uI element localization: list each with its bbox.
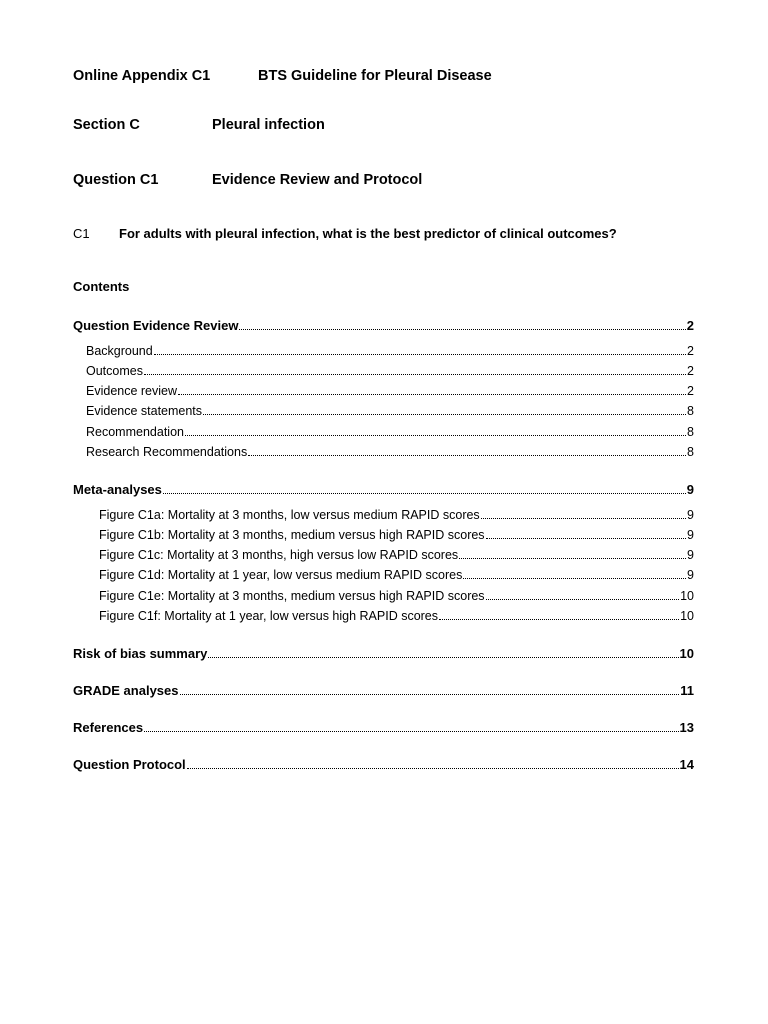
toc-entry-page: 2 [686,318,694,333]
toc-entry-page: 14 [679,757,694,772]
toc-entry[interactable] [86,445,694,459]
toc-entry[interactable] [86,364,694,378]
toc-entry-page: 9 [687,528,694,542]
toc-leader-dots [463,578,686,579]
question-label: Question C1 [73,172,159,188]
toc-leader-dots [203,414,686,415]
toc-entry[interactable] [86,425,694,439]
contents-title: Contents [73,279,130,294]
appendix-label: Online Appendix C1 [73,68,211,84]
toc-entry[interactable] [99,528,694,542]
toc-entry-page: 2 [687,344,694,358]
toc-leader-dots [248,455,686,456]
toc-leader-dots [439,619,679,620]
toc-entry[interactable] [86,404,694,418]
toc-entry[interactable] [99,508,694,522]
toc-leader-dots [239,329,685,330]
toc-entry-label: Background [86,344,153,358]
toc-entry-page: 8 [687,404,694,418]
toc-entry-page: 9 [687,568,694,582]
toc-entry-label: Evidence review [86,384,178,398]
toc-entry-page: 10 [680,609,694,623]
toc-entry-page: 10 [680,589,694,603]
toc-entry-label: Question Protocol [73,757,186,772]
toc-entry-label: References [73,720,144,735]
toc-entry-page: 10 [679,646,694,661]
toc-entry-label: Meta-analyses [73,482,162,497]
toc-leader-dots [144,374,686,375]
toc-entry-label: Figure C1c: Mortality at 3 months, high versus low RAPID scores [99,548,459,562]
question-title: Evidence Review and Protocol [212,172,423,188]
toc-entry-label: GRADE analyses [73,683,179,698]
toc-entry-page: 9 [687,548,694,562]
toc-entry-label: Question Evidence Review [73,318,239,333]
toc-entry-label: Figure C1f: Mortality at 1 year, low versus high RAPID scores [99,609,439,623]
appendix-title: BTS Guideline for Pleural Disease [258,68,492,84]
toc-entry-page: 9 [686,482,694,497]
toc-entry-label: Risk of bias summary [73,646,208,661]
toc-entry-page: 2 [687,384,694,398]
question-heading [73,172,423,188]
toc-entry[interactable] [99,589,694,603]
toc-entry[interactable] [99,548,694,562]
toc-entry[interactable] [99,568,694,582]
toc-entry-label: Figure C1e: Mortality at 3 months, medium versus high RAPID scores [99,589,485,603]
toc-entry[interactable] [73,720,694,735]
section-heading [73,117,325,133]
toc-entry-page: 8 [687,445,694,459]
toc-entry-label: Outcomes [86,364,143,378]
toc-entry-label: Figure C1a: Mortality at 3 months, low versus medium RAPID scores [99,508,480,522]
toc-entry-page: 2 [687,364,694,378]
toc-entry[interactable] [73,646,694,661]
toc-leader-dots [481,518,686,519]
toc-leader-dots [163,493,686,494]
toc-leader-dots [144,731,678,732]
appendix-heading [73,68,492,84]
toc-entry-page: 11 [680,683,694,698]
toc-entry-page: 8 [687,425,694,439]
toc-entry[interactable] [86,384,694,398]
section-label: Section C [73,117,140,133]
toc-entry[interactable] [73,683,694,698]
question-text: For adults with pleural infection, what is the best predictor of clinical outcomes? [119,226,617,241]
toc-leader-dots [178,394,686,395]
toc-entry[interactable] [86,344,694,358]
section-title: Pleural infection [212,117,325,133]
toc-entry-label: Recommendation [86,425,184,439]
toc-entry[interactable] [73,318,694,333]
toc-leader-dots [486,599,680,600]
toc-leader-dots [180,694,680,695]
toc-entry-label: Evidence statements [86,404,203,418]
toc-leader-dots [486,538,686,539]
toc-leader-dots [208,657,678,658]
toc-entry[interactable] [73,482,694,497]
toc-leader-dots [187,768,679,769]
toc-entry[interactable] [99,609,694,623]
toc-entry-page: 9 [687,508,694,522]
toc-leader-dots [154,354,686,355]
toc-entry[interactable] [73,757,694,772]
toc-entry-label: Research Recommendations [86,445,248,459]
toc-entry-label: Figure C1b: Mortality at 3 months, medium versus high RAPID scores [99,528,485,542]
question-number: C1 [73,226,90,241]
toc-entry-label: Figure C1d: Mortality at 1 year, low versus medium RAPID scores [99,568,463,582]
toc-leader-dots [459,558,686,559]
toc-leader-dots [185,435,686,436]
toc-entry-page: 13 [679,720,694,735]
